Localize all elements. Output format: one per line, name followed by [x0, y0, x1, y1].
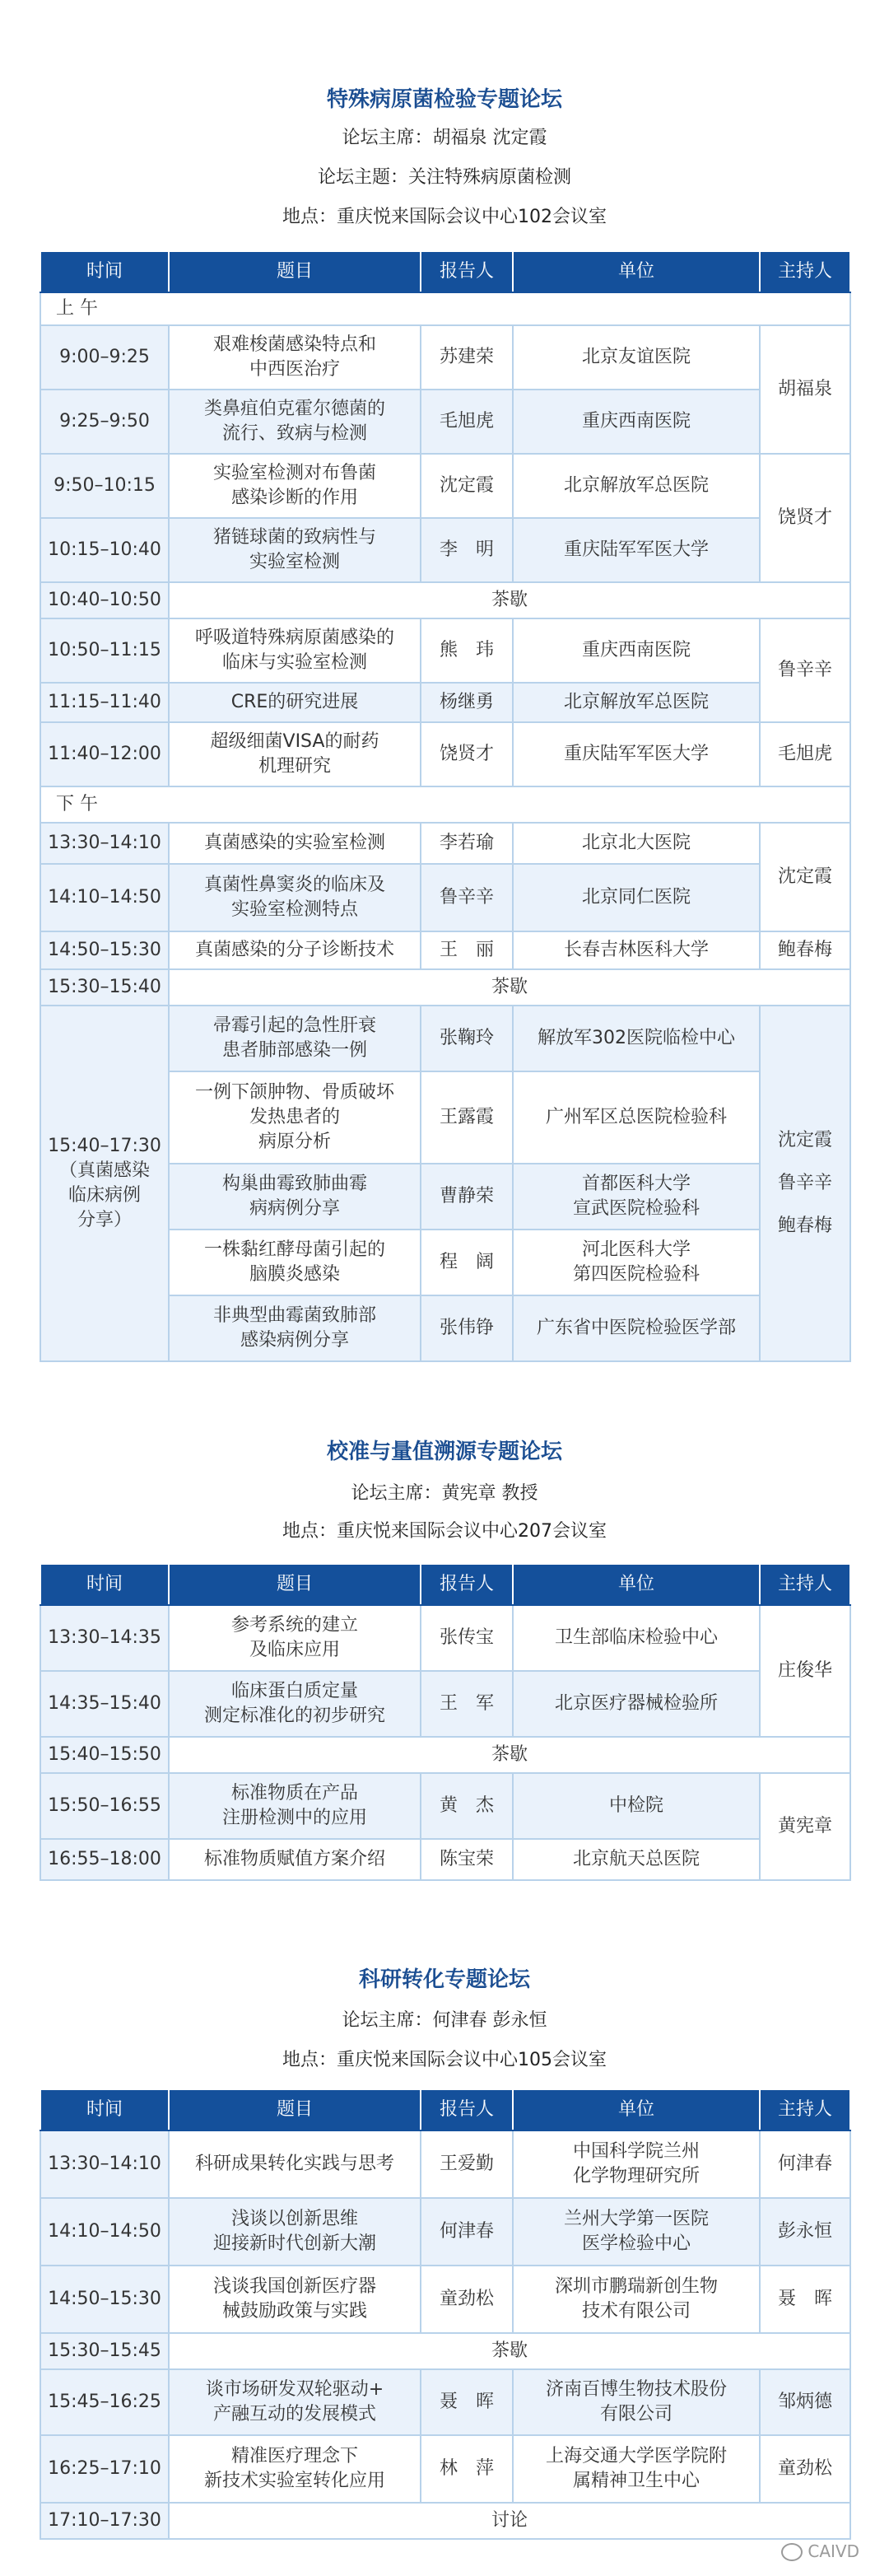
table-row [40, 931, 850, 969]
topic-cell: 实验室检测对布鲁菌 感染诊断的作用 [169, 454, 421, 518]
speaker-cell: 王 军 [421, 1671, 513, 1737]
time-cell: 15:30–15:40 [40, 969, 169, 1006]
table-header-row [40, 1564, 850, 1605]
period-morning: 上 午 [40, 292, 850, 325]
topic-cell: 构巢曲霉致肺曲霉 病病例分享 [169, 1164, 421, 1230]
speaker-cell: 苏建荣 [421, 325, 513, 390]
topic-cell: 标准物质在产品 注册检测中的应用 [169, 1773, 421, 1839]
topic-cell: 真菌感染的实验室检测 [169, 823, 421, 864]
host-cell: 沈定霞 [760, 823, 850, 931]
forum1-location: 地点：重庆悦来国际会议中心102会议室 [282, 207, 607, 227]
forum2-chair: 论坛主席：黄宪章 教授 [351, 1483, 538, 1504]
host-cell: 鲍春梅 [760, 931, 850, 969]
forum2-title: 校准与量值溯源专题论坛 [326, 1440, 562, 1464]
speaker-cell: 熊 玮 [421, 618, 513, 683]
speaker-cell: 张传宝 [421, 1605, 513, 1671]
speaker-cell: 张伟铮 [421, 1295, 513, 1361]
header-topic: 题目 [169, 2089, 421, 2130]
time-cell: 15:50–16:55 [40, 1773, 169, 1839]
speaker-cell: 童劲松 [421, 2266, 513, 2333]
time-cell: 16:55–18:00 [40, 1839, 169, 1880]
speaker-cell: 王露霞 [421, 1071, 513, 1164]
unit-cell: 北京航天总医院 [513, 1839, 760, 1880]
speaker-cell: 聂 晖 [421, 2369, 513, 2435]
table-row [40, 1773, 850, 1839]
host-cell: 童劲松 [760, 2435, 850, 2503]
time-cell: 13:30–14:10 [40, 2130, 169, 2198]
unit-cell: 北京同仁医院 [513, 864, 760, 931]
time-cell: 10:50–11:15 [40, 618, 169, 683]
host-cell: 沈定霞 鲁辛辛 鲍春梅 [760, 1006, 850, 1361]
header-topic: 题目 [169, 1564, 421, 1605]
speaker-cell: 李若瑜 [421, 823, 513, 864]
speaker-cell: 杨继勇 [421, 683, 513, 722]
time-cell: 14:35–15:40 [40, 1671, 169, 1737]
break-label: 茶歇 [169, 969, 850, 1006]
time-cell: 15:30–15:45 [40, 2333, 169, 2369]
host-cell: 邹炳德 [760, 2369, 850, 2435]
time-cell: 15:45–16:25 [40, 2369, 169, 2435]
forum1-schedule-table [40, 250, 851, 1362]
host-cell: 鲁辛辛 [760, 618, 850, 722]
unit-cell: 长春吉林医科大学 [513, 931, 760, 969]
table-row [40, 2435, 850, 2503]
topic-cell: 临床蛋白质定量 测定标准化的初步研究 [169, 1671, 421, 1737]
speaker-cell: 何津春 [421, 2198, 513, 2266]
header-time: 时间 [40, 1564, 169, 1605]
header-time: 时间 [40, 251, 169, 292]
speaker-cell: 王 丽 [421, 931, 513, 969]
break-row [40, 2503, 850, 2539]
header-unit: 单位 [513, 251, 760, 292]
topic-cell: 真菌性鼻窦炎的临床及 实验室检测特点 [169, 864, 421, 931]
period-row [40, 786, 850, 823]
topic-cell: 参考系统的建立 及临床应用 [169, 1605, 421, 1671]
speaker-cell: 沈定霞 [421, 454, 513, 518]
time-cell: 17:10–17:30 [40, 2503, 169, 2539]
table-row [40, 2130, 850, 2198]
table-row [40, 1605, 850, 1671]
break-row [40, 582, 850, 618]
table-row [40, 390, 850, 454]
unit-cell: 首都医科大学 宣武医院检验科 [513, 1164, 760, 1230]
topic-cell: 精准医疗理念下 新技术实验室转化应用 [169, 2435, 421, 2503]
topic-cell: 艰难梭菌感染特点和 中西医治疗 [169, 325, 421, 390]
time-cell: 9:50–10:15 [40, 454, 169, 518]
forum1-title: 特殊病原菌检验专题论坛 [326, 87, 562, 112]
unit-cell: 北京医疗器械检验所 [513, 1671, 760, 1737]
unit-cell: 卫生部临床检验中心 [513, 1605, 760, 1671]
table-row [40, 518, 850, 582]
unit-cell: 深圳市鹏瑞新创生物 技术有限公司 [513, 2266, 760, 2333]
speaker-cell: 陈宝荣 [421, 1839, 513, 1880]
time-cell: 9:00–9:25 [40, 325, 169, 390]
unit-cell: 重庆陆军军医大学 [513, 722, 760, 786]
host-cell: 饶贤才 [760, 454, 850, 582]
discussion-label: 讨论 [169, 2503, 850, 2539]
time-cell: 14:10–14:50 [40, 2198, 169, 2266]
topic-cell: 超级细菌VISA的耐药 机理研究 [169, 722, 421, 786]
speaker-cell: 李 明 [421, 518, 513, 582]
table-header-row [40, 2089, 850, 2130]
unit-cell: 解放军302医院临检中心 [513, 1006, 760, 1071]
break-label: 茶歇 [169, 1737, 850, 1773]
unit-cell: 广州军区总医院检验科 [513, 1071, 760, 1164]
time-cell: 13:30–14:35 [40, 1605, 169, 1671]
table-row [40, 2198, 850, 2266]
header-host: 主持人 [760, 1564, 850, 1605]
time-cell: 16:25–17:10 [40, 2435, 169, 2503]
case-session-time-cell: 15:40–17:30 （真菌感染 临床病例 分享） [40, 1006, 169, 1361]
header-speaker: 报告人 [421, 2089, 513, 2130]
topic-cell: 非典型曲霉菌致肺部 感染病例分享 [169, 1295, 421, 1361]
time-cell: 9:25–9:50 [40, 390, 169, 454]
table-header-row [40, 251, 850, 292]
time-cell: 14:50–15:30 [40, 2266, 169, 2333]
unit-cell: 河北医科大学 第四医院检验科 [513, 1230, 760, 1295]
host-cell: 何津春 [760, 2130, 850, 2198]
table-row [40, 618, 850, 683]
speaker-cell: 饶贤才 [421, 722, 513, 786]
speaker-cell: 曹静荣 [421, 1164, 513, 1230]
header-speaker: 报告人 [421, 251, 513, 292]
wechat-icon [781, 2543, 803, 2561]
topic-cell: 呼吸道特殊病原菌感染的 临床与实验室检测 [169, 618, 421, 683]
header-host: 主持人 [760, 251, 850, 292]
topic-cell: 浅谈以创新思维 迎接新时代创新大潮 [169, 2198, 421, 2266]
unit-cell: 北京北大医院 [513, 823, 760, 864]
topic-cell: 谈市场研发双轮驱动+ 产融互动的发展模式 [169, 2369, 421, 2435]
break-row [40, 969, 850, 1006]
watermark [781, 2541, 859, 2562]
forum2-schedule-table [40, 1563, 851, 1881]
table-row [40, 2266, 850, 2333]
header-speaker: 报告人 [421, 1564, 513, 1605]
host-cell: 聂 晖 [760, 2266, 850, 2333]
time-cell: 10:40–10:50 [40, 582, 169, 618]
table-row [40, 683, 850, 722]
time-cell: 11:40–12:00 [40, 722, 169, 786]
unit-cell: 北京友谊医院 [513, 325, 760, 390]
topic-cell: 科研成果转化实践与思考 [169, 2130, 421, 2198]
forum3-location: 地点：重庆悦来国际会议中心105会议室 [282, 2050, 607, 2070]
table-row [40, 2369, 850, 2435]
watermark-text: CAIVD [808, 2541, 859, 2561]
speaker-cell: 程 阔 [421, 1230, 513, 1295]
break-label: 茶歇 [169, 582, 850, 618]
header-host: 主持人 [760, 2089, 850, 2130]
forum1-theme: 论坛主题：关注特殊病原菌检测 [317, 167, 571, 188]
table-row [40, 454, 850, 518]
unit-cell: 上海交通大学医学院附 属精神卫生中心 [513, 2435, 760, 2503]
header-unit: 单位 [513, 2089, 760, 2130]
unit-cell: 重庆陆军军医大学 [513, 518, 760, 582]
unit-cell: 重庆西南医院 [513, 390, 760, 454]
forum1-chair: 论坛主席：胡福泉 沈定霞 [342, 128, 547, 148]
unit-cell: 北京解放军总医院 [513, 454, 760, 518]
header-unit: 单位 [513, 1564, 760, 1605]
time-cell: 15:40–15:50 [40, 1737, 169, 1773]
table-row [40, 864, 850, 931]
unit-cell: 兰州大学第一医院 医学检验中心 [513, 2198, 760, 2266]
host-cell: 胡福泉 [760, 325, 850, 454]
topic-cell: 类鼻疽伯克霍尔德菌的 流行、致病与检测 [169, 390, 421, 454]
table-row [40, 1839, 850, 1880]
table-row [40, 1006, 850, 1071]
unit-cell: 中检院 [513, 1773, 760, 1839]
topic-cell: 猪链球菌的致病性与 实验室检测 [169, 518, 421, 582]
break-label: 茶歇 [169, 2333, 850, 2369]
unit-cell: 北京解放军总医院 [513, 683, 760, 722]
speaker-cell: 黄 杰 [421, 1773, 513, 1839]
topic-cell: 一株黏红酵母菌引起的 脑膜炎感染 [169, 1230, 421, 1295]
unit-cell: 重庆西南医院 [513, 618, 760, 683]
table-row [40, 325, 850, 390]
forum3-title: 科研转化专题论坛 [358, 1967, 530, 1992]
time-cell: 14:10–14:50 [40, 864, 169, 931]
unit-cell: 济南百博生物技术股份 有限公司 [513, 2369, 760, 2435]
speaker-cell: 毛旭虎 [421, 390, 513, 454]
topic-cell: 真菌感染的分子诊断技术 [169, 931, 421, 969]
period-afternoon: 下 午 [40, 786, 850, 823]
speaker-cell: 王爱勤 [421, 2130, 513, 2198]
topic-cell: 标准物质赋值方案介绍 [169, 1839, 421, 1880]
forum3-chair: 论坛主席：何津春 彭永恒 [342, 2010, 547, 2031]
time-cell: 11:15–11:40 [40, 683, 169, 722]
time-cell: 13:30–14:10 [40, 823, 169, 864]
host-cell: 毛旭虎 [760, 722, 850, 786]
topic-cell: 浅谈我国创新医疗器 械鼓励政策与实践 [169, 2266, 421, 2333]
break-row [40, 1737, 850, 1773]
unit-cell: 中国科学院兰州 化学物理研究所 [513, 2130, 760, 2198]
table-row [40, 722, 850, 786]
time-cell: 10:15–10:40 [40, 518, 169, 582]
time-cell: 14:50–15:30 [40, 931, 169, 969]
host-cell: 彭永恒 [760, 2198, 850, 2266]
topic-cell: 一例下颌肿物、骨质破坏 发热患者的 病原分析 [169, 1071, 421, 1164]
speaker-cell: 张鞠玲 [421, 1006, 513, 1071]
table-row [40, 1671, 850, 1737]
header-topic: 题目 [169, 251, 421, 292]
header-time: 时间 [40, 2089, 169, 2130]
host-cell: 庄俊华 [760, 1605, 850, 1737]
host-cell: 黄宪章 [760, 1773, 850, 1880]
speaker-cell: 林 萍 [421, 2435, 513, 2503]
forum3-schedule-table [40, 2088, 851, 2540]
unit-cell: 广东省中医院检验医学部 [513, 1295, 760, 1361]
break-row [40, 2333, 850, 2369]
topic-cell: 帚霉引起的急性肝衰 患者肺部感染一例 [169, 1006, 421, 1071]
speaker-cell: 鲁辛辛 [421, 864, 513, 931]
period-row [40, 292, 850, 325]
topic-cell: CRE的研究进展 [169, 683, 421, 722]
table-row [40, 823, 850, 864]
forum2-location: 地点：重庆悦来国际会议中心207会议室 [282, 1521, 607, 1542]
